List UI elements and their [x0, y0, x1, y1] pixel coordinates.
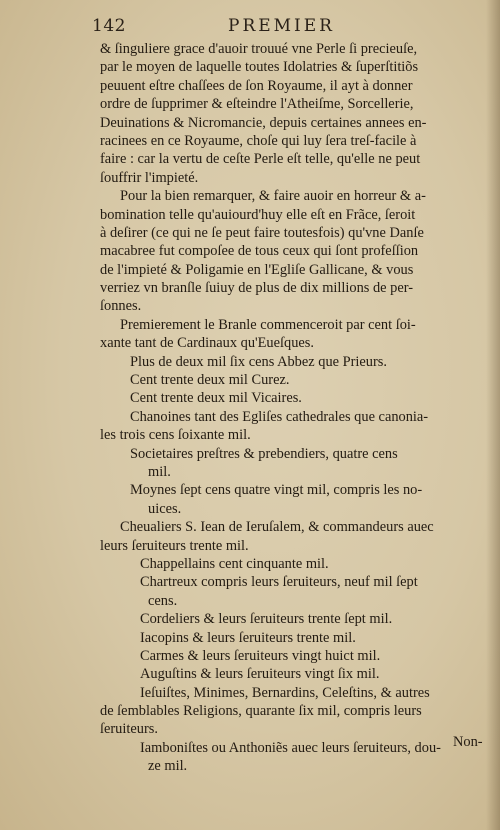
- text-line: ſonnes.: [100, 298, 142, 315]
- running-title: PREMIER: [228, 16, 335, 36]
- text-line: Cent trente deux mil Curez.: [130, 372, 290, 389]
- text-line: Ieſuiſtes, Minimes, Bernardins, Celeſtins, & autres: [140, 684, 430, 701]
- text-line: xante tant de Cardinaux qu'Eueſques.: [100, 335, 314, 352]
- text-line: ze mil.: [148, 758, 188, 775]
- page-gutter-shadow: [486, 0, 500, 830]
- text-line: Cheualiers S. Iean de Ieruſalem, & commandeurs auec: [120, 519, 434, 536]
- text-line: Iacopins & leurs ſeruiteurs trente mil.: [140, 629, 356, 646]
- text-line: Cordeliers & leurs ſeruiteurs trente ſept mil.: [140, 611, 393, 628]
- text-line: ſeruiteurs.: [100, 721, 158, 738]
- text-line: verriez vn branſle ſuiuy de plus de dix millions de per-: [100, 280, 414, 297]
- text-line: mil.: [148, 463, 171, 480]
- text-line: Chappellains cent cinquante mil.: [140, 555, 329, 572]
- text-line: Societaires preſtres & prebendiers, quatre cens: [130, 445, 398, 462]
- text-line: leurs ſeruiteurs trente mil.: [100, 537, 249, 554]
- text-line: à deſirer (ce qui ne ſe peut faire toutesfois) qu'vne Danſe: [100, 224, 424, 241]
- text-line: & ſinguliere grace d'auoir trouué vne Perle ſi precieuſe,: [100, 41, 418, 57]
- text-line: peuuent eſtre chaſſees de ſon Royaume, il ayt à donner: [100, 77, 413, 94]
- text-line: uices.: [148, 500, 182, 517]
- text-line: de l'impieté & Poligamie en l'Egliſe Gallicane, & vous: [100, 261, 414, 278]
- text-line: Cent trente deux mil Vicaires.: [130, 390, 302, 407]
- text-line: ſouffrir l'impieté.: [100, 169, 199, 186]
- text-line: de ſemblables Religions, quarante ſix mil, compris leurs: [100, 703, 422, 720]
- text-line: Chanoines tant des Egliſes cathedrales que canonia-: [130, 408, 429, 425]
- text-line: racinees en ce Royaume, choſe qui luy ſera treſ-facile à: [100, 132, 417, 149]
- text-line: faire : car la vertu de ceſte Perle eſt telle, qu'elle ne peut: [100, 151, 421, 168]
- text-line: ordre de ſupprimer & eſteindre l'Atheiſme, Sorcellerie,: [100, 96, 414, 113]
- text-line: par le moyen de laquelle toutes Idolatries & ſuperſtitiõs: [100, 59, 419, 76]
- text-line: Moynes ſept cens quatre vingt mil, compris les no-: [130, 482, 423, 499]
- text-line: Premierement le Branle commenceroit par cent ſoi-: [120, 316, 416, 333]
- text-line: Chartreux compris leurs ſeruiteurs, neuf mil ſept: [140, 574, 418, 591]
- text-line: Deuinations & Nicromancie, depuis certaines annees en-: [100, 114, 427, 131]
- text-line: Pour la bien remarquer, & faire auoir en horreur & a-: [120, 188, 426, 205]
- text-line: Iamboniſtes ou Anthoniẽs auec leurs ſeruiteurs, dou-: [140, 739, 441, 756]
- catchword: Non-: [453, 734, 483, 750]
- body-text: [100, 40, 470, 776]
- text-line: Auguſtins & leurs ſeruiteurs vingt ſix mil.: [140, 666, 380, 683]
- page-header: [92, 16, 460, 40]
- text-line: cens.: [148, 592, 178, 609]
- page-number: 142: [92, 16, 126, 36]
- text-line: macabree fut compoſee de tous ceux qui ſont profeſſion: [100, 243, 419, 260]
- text-line: bomination telle qu'auiourd'huy elle eſt en Frãce, ſeroit: [100, 206, 416, 223]
- text-line: les trois cens ſoixante mil.: [100, 427, 251, 444]
- text-line: Carmes & leurs ſeruiteurs vingt huict mil.: [140, 647, 381, 664]
- text-line: Plus de deux mil ſix cens Abbez que Prieurs.: [130, 353, 387, 370]
